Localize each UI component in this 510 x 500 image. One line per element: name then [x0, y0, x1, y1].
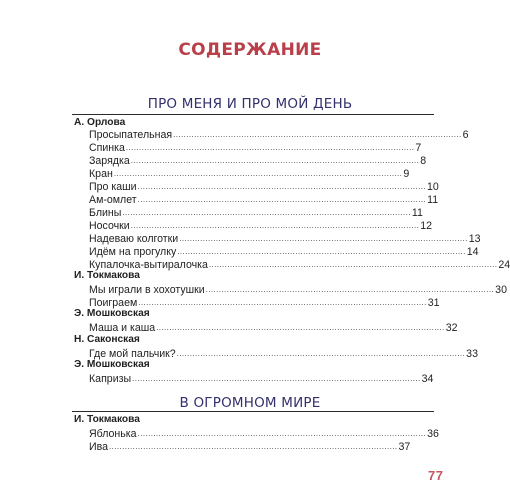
leader-dots: .............................................................................................................. [177, 247, 466, 256]
toc-entry-title: Носочки [89, 220, 130, 232]
toc-entry-title: Зарядка [89, 155, 130, 167]
toc-entry-title: Где мой пальчик? [89, 348, 176, 360]
toc-entry-page: 33 [466, 348, 478, 360]
section-title-big-world: В ОГРОМНОМ МИРЕ [179, 395, 321, 411]
toc-entry-page: 9 [403, 168, 410, 180]
toc-entry[interactable] [89, 141, 422, 154]
toc-entry[interactable] [89, 206, 423, 219]
toc-entry-page: 36 [427, 428, 439, 440]
leader-dots: .............................................................................................................. [122, 208, 411, 217]
section-title-about-me: ПРО МЕНЯ И ПРО МОЙ ДЕНЬ [147, 96, 353, 112]
leader-dots: .............................................................................................................. [137, 195, 427, 204]
toc-entry-page: 6 [462, 129, 469, 141]
toc-entry-title: Идём на прогулку [89, 246, 177, 258]
toc-entry[interactable] [89, 219, 432, 232]
toc-entry-title: Мы играли в хохотушки [89, 284, 205, 296]
toc-entry-page: 32 [445, 322, 458, 334]
toc-entry-title: Маша и каша [89, 322, 156, 334]
toc-entry-page: 8 [420, 155, 427, 167]
toc-entry-title: Купалочка-вытиралочка [89, 259, 208, 271]
section-divider [72, 114, 434, 115]
leader-dots: .............................................................................................................. [137, 182, 427, 191]
toc-entry[interactable] [89, 283, 507, 296]
leader-dots: .............................................................................................................. [125, 143, 415, 152]
author-name: Э. Мошковская [74, 308, 150, 319]
toc-entry-title: Яблонька [89, 428, 137, 440]
toc-entry-page: 37 [398, 441, 411, 453]
toc-entry[interactable] [89, 440, 411, 453]
leader-dots: .............................................................................................................. [130, 221, 420, 230]
toc-entry-page: 34 [421, 373, 434, 385]
toc-entry-page: 24 [498, 259, 510, 271]
leader-dots: .............................................................................................................. [208, 260, 498, 269]
toc-entry[interactable] [89, 180, 439, 193]
leader-dots: .............................................................................................................. [132, 374, 421, 383]
leader-dots: .............................................................................................................. [138, 298, 427, 307]
toc-entry-title: Кран [89, 168, 113, 180]
toc-entry-title: Поиграем [89, 297, 138, 309]
toc-entry[interactable] [89, 372, 434, 385]
toc-entry-title: Просыпательная [89, 129, 173, 141]
toc-entry-title: Капризы [89, 373, 132, 385]
author-name: А. Орлова [74, 117, 126, 128]
leader-dots: .............................................................................................................. [205, 285, 495, 294]
leader-dots: .............................................................................................................. [109, 442, 398, 451]
toc-entry-page: 13 [468, 233, 481, 245]
toc-entry-title: Надеваю колготки [89, 233, 179, 245]
toc-entry-title: Ива [89, 441, 109, 453]
toc-entry[interactable] [89, 154, 427, 167]
author-name: И. Токмакова [74, 414, 140, 425]
toc-entry[interactable] [89, 167, 410, 180]
toc-entry-page: 30 [495, 284, 507, 296]
toc-entry-title: Про каши [89, 181, 137, 193]
toc-entry-page: 14 [466, 246, 479, 258]
toc-entry-page: 10 [427, 181, 439, 193]
section-divider [72, 411, 434, 412]
author-name: Э. Мошковская [74, 359, 150, 370]
toc-entry[interactable] [89, 321, 458, 334]
toc-entry[interactable] [89, 128, 469, 141]
leader-dots: .............................................................................................................. [130, 156, 420, 165]
leader-dots: .............................................................................................................. [176, 349, 466, 358]
leader-dots: .............................................................................................................. [179, 234, 468, 243]
toc-entry-page: 12 [420, 220, 432, 232]
toc-entry-title: Блины [89, 207, 122, 219]
toc-entry-title: Спинка [89, 142, 125, 154]
toc-entry-page: 7 [415, 142, 422, 154]
toc-entry-title: Ам-омлет [89, 194, 137, 206]
page-number: 77 [428, 468, 444, 483]
toc-entry-page: 31 [427, 297, 440, 309]
toc-entry[interactable] [89, 193, 439, 206]
author-name: И. Токмакова [74, 270, 140, 281]
toc-entry[interactable] [89, 427, 439, 440]
toc-entry[interactable] [89, 245, 479, 258]
toc-entry[interactable] [89, 232, 481, 245]
toc-entry-page: 11 [411, 207, 423, 219]
leader-dots: .............................................................................................................. [173, 130, 462, 139]
leader-dots: .............................................................................................................. [137, 429, 427, 438]
leader-dots: .............................................................................................................. [156, 323, 445, 332]
author-name: Н. Саконская [74, 334, 140, 345]
contents-title: СОДЕРЖАНИЕ [178, 40, 322, 60]
leader-dots: .............................................................................................................. [113, 169, 403, 178]
toc-entry-page: 11 [427, 194, 439, 206]
